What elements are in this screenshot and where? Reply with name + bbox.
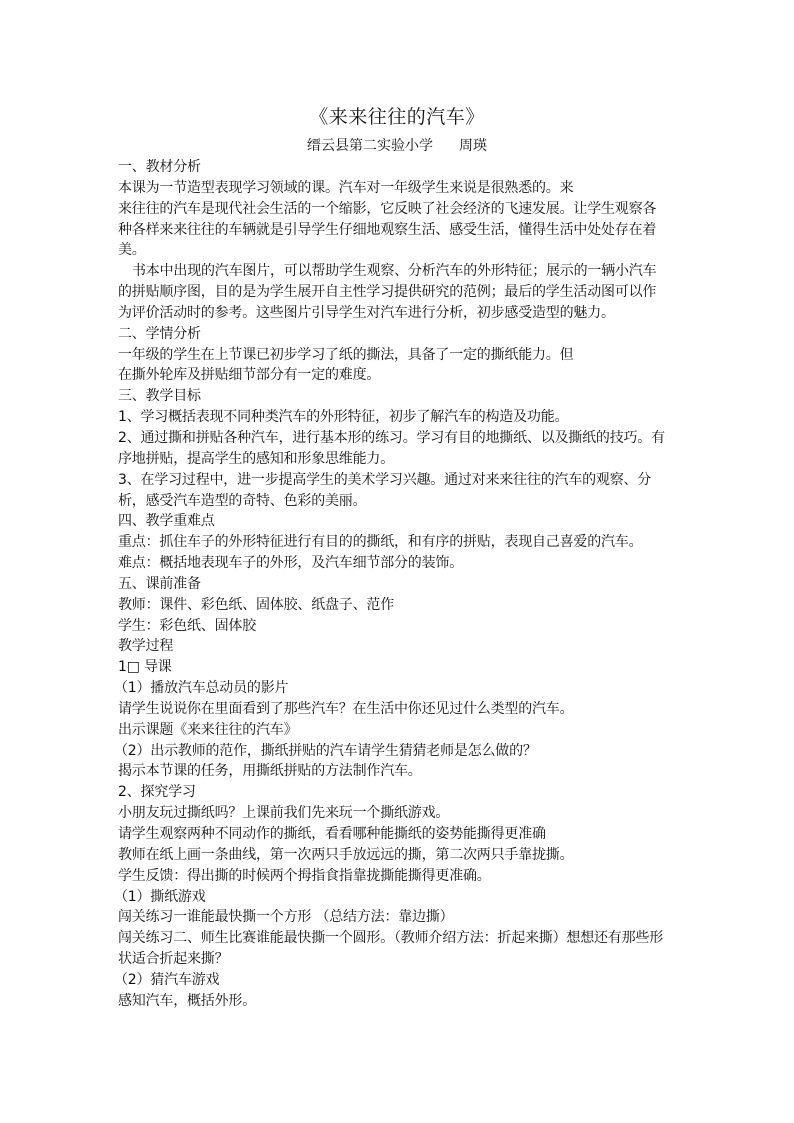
document-title: 《来来往往的汽车》 bbox=[309, 106, 485, 128]
paragraph-line: 出示课题《来来往往的汽车》 bbox=[118, 721, 298, 738]
paragraph-line: 请学生观察两种不同动作的撕纸，看看哪种能撕纸的姿势能撕得更准确 bbox=[118, 826, 546, 842]
goal-item-continued: 析，感受汽车造型的奇特、色彩的美丽。 bbox=[118, 492, 367, 509]
section-heading-key-points: 四、教学重难点 bbox=[118, 513, 215, 530]
section-heading-student-analysis: 二、学情分析 bbox=[118, 325, 201, 342]
paragraph-line: 本课为一节造型表现学习领域的课。汽车对一年级学生来说是很熟悉的。来 bbox=[118, 179, 574, 196]
goal-item: 1、学习概括表现不同种类汽车的外形特征，初步了解汽车的构造及功能。 bbox=[118, 409, 569, 426]
paragraph-line: 小朋友玩过撕纸吗？上课前我们先来玩一个撕纸游戏。 bbox=[118, 805, 450, 822]
teacher-materials: 教师：课件、彩色纸、固体胶、纸盘子、范作 bbox=[118, 596, 394, 613]
paragraph-line: 闯关练习二、师生比赛谁能最快撕一个圆形。（教师介绍方法：折起来撕）想想还有那些形 bbox=[118, 930, 663, 947]
paragraph-line: 教师在纸上画一条曲线，第一次两只手放远远的撕，第二次两只手靠拢撕。 bbox=[118, 846, 574, 863]
sub-step: （1）播放汽车总动员的影片 bbox=[114, 680, 289, 697]
paragraph-line: 揭示本节课的任务，用撕纸拼贴的方法制作汽车。 bbox=[118, 763, 422, 780]
section-heading-teaching-process: 教学过程 bbox=[118, 638, 174, 655]
paragraph-line: 在撕外轮库及拼贴细节部分有一定的难度。 bbox=[118, 367, 381, 384]
sub-step: （1）撕纸游戏 bbox=[114, 888, 206, 905]
paragraph-line: 为评价活动时的参考。这些图片引导学生对汽车进行分析，初步感受造型的魅力。 bbox=[118, 304, 615, 321]
author-school: 缙云县第二实验小学 bbox=[307, 138, 433, 154]
sub-step: （2）出示教师的范作，撕纸拼贴的汽车请学生猜猜老师是怎么做的？ bbox=[114, 742, 537, 759]
difficult-point: 难点：概括地表现车子的外形，及汽车细节部分的装饰。 bbox=[118, 555, 463, 572]
paragraph-line: 种各样来来往往的车辆就是引导学生仔细地观察生活、感受生活，懂得生活中处处存在着 bbox=[118, 221, 657, 238]
paragraph-line: 学生反馈：得出撕的时候两个拇指食指靠拢撕能撕得更准确。 bbox=[118, 867, 491, 884]
paragraph-line: 来往往的汽车是现代社会生活的一个缩影，它反映了社会经济的飞速发展。让学生观察各 bbox=[118, 200, 657, 217]
goal-item: 3、在学习过程中，进一步提高学生的美术学习兴趣。通过对来来往往的汽车的观察、分 bbox=[118, 471, 652, 488]
sub-step: （2）猜汽车游戏 bbox=[114, 971, 220, 988]
section-heading-teaching-goals: 三、教学目标 bbox=[118, 388, 201, 405]
author-name: 周瑛 bbox=[459, 138, 487, 154]
paragraph-line: 请学生说说你在里面看到了那些汽车？在生活中你还见过什么类型的汽车。 bbox=[118, 700, 574, 717]
key-point: 重点：抓住车子的外形特征进行有目的的撕纸，和有序的拼贴，表现自己喜爱的汽车。 bbox=[118, 534, 643, 551]
student-materials: 学生：彩色纸、固体胶 bbox=[118, 617, 256, 634]
goal-item-continued: 序地拼贴，提高学生的感知和形象思维能力。 bbox=[118, 450, 394, 467]
goal-item: 2、通过撕和拼贴各种汽车，进行基本形的练习。学习有目的地撕纸、以及撕纸的技巧。有 bbox=[118, 429, 665, 446]
section-heading-preparation: 五、课前准备 bbox=[118, 575, 201, 592]
paragraph-line: 书本中出现的汽车图片，可以帮助学生观察、分析汽车的外形特征；展示的一辆小汽车 bbox=[132, 263, 657, 280]
section-heading-textbook-analysis: 一、教材分析 bbox=[118, 159, 201, 175]
paragraph-line: 一年级的学生在上节课已初步学习了纸的撕法，具备了一定的撕纸能力。但 bbox=[118, 346, 574, 363]
step-heading-introduction: 1□ 导课 bbox=[118, 659, 172, 676]
paragraph-line: 闯关练习一谁能最快撕一个方形 （总结方法：靠边撕） bbox=[118, 909, 454, 926]
document-body bbox=[114, 157, 678, 1012]
paragraph-line: 的拼贴顺序图，目的是为学生展开自主性学习提供研究的范例；最后的学生活动图可以作 bbox=[118, 284, 657, 301]
paragraph-line: 感知汽车，概括外形。 bbox=[118, 992, 256, 1009]
step-heading-exploration: 2、探究学习 bbox=[118, 784, 196, 801]
document-byline bbox=[0, 136, 794, 156]
paragraph-line: 状适合折起来撕？ bbox=[118, 951, 229, 968]
paragraph-line: 美。 bbox=[118, 242, 146, 259]
